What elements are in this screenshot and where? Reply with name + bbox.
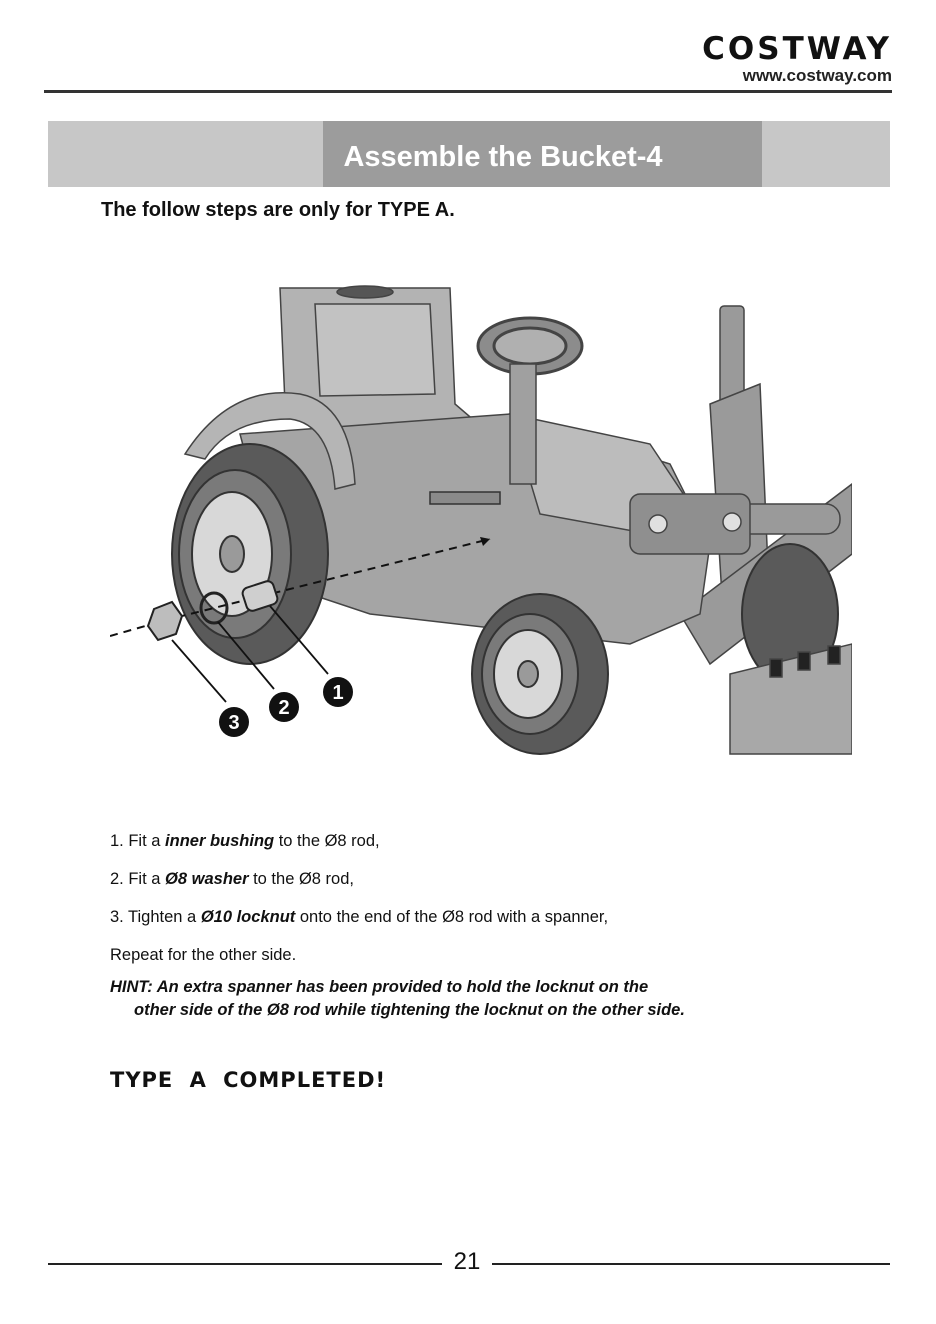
page-title: Assemble the Bucket-4 — [343, 141, 663, 173]
loader-bucket — [730, 644, 852, 754]
brand-website: www.costway.com — [742, 66, 892, 85]
rear-wheel — [172, 444, 328, 664]
section-subtitle: The follow steps are only for TYPE A. — [101, 199, 455, 221]
page-number: 21 — [453, 1248, 481, 1275]
callout-1-label: 1 — [332, 682, 344, 704]
hint-note — [110, 976, 870, 1022]
repeat-note: Repeat for the other side. — [110, 946, 297, 964]
front-wheel — [472, 594, 608, 754]
callout-2 — [269, 692, 299, 722]
part-name: inner bushing — [165, 832, 275, 850]
callout-2-label: 2 — [278, 697, 290, 719]
part-name: Ø10 locknut — [200, 908, 296, 926]
hint-line-1: HINT: An extra spanner has been provided to hold the locknut on the — [110, 978, 649, 996]
locknut-part — [148, 602, 182, 640]
instruction-steps — [110, 822, 870, 1022]
step-3: 3. Tighten a Ø10 locknut onto the end of the Ø8 rod with a spanner, — [110, 908, 609, 926]
brand-header — [702, 31, 892, 86]
part-name: Ø8 washer — [165, 870, 249, 888]
hint-line-2: other side of the Ø8 rod while tightening the locknut on the other side. — [134, 1001, 685, 1019]
footer-divider-left — [48, 1263, 442, 1265]
callout-3 — [219, 707, 249, 737]
header-divider — [44, 90, 892, 93]
brand-logo: COSTWAY — [702, 31, 892, 67]
axle-rod — [430, 492, 500, 504]
footer-divider-right — [492, 1263, 890, 1265]
callout-1 — [323, 677, 353, 707]
callout-3-label: 3 — [228, 712, 240, 734]
step-1: 1. Fit a inner bushing to the Ø8 rod, — [110, 832, 380, 850]
step-2: 2. Fit a Ø8 washer to the Ø8 rod, — [110, 870, 354, 888]
tractor-assembly-illustration — [110, 284, 852, 764]
completion-message: TYPE A COMPLETED! — [110, 1068, 387, 1092]
